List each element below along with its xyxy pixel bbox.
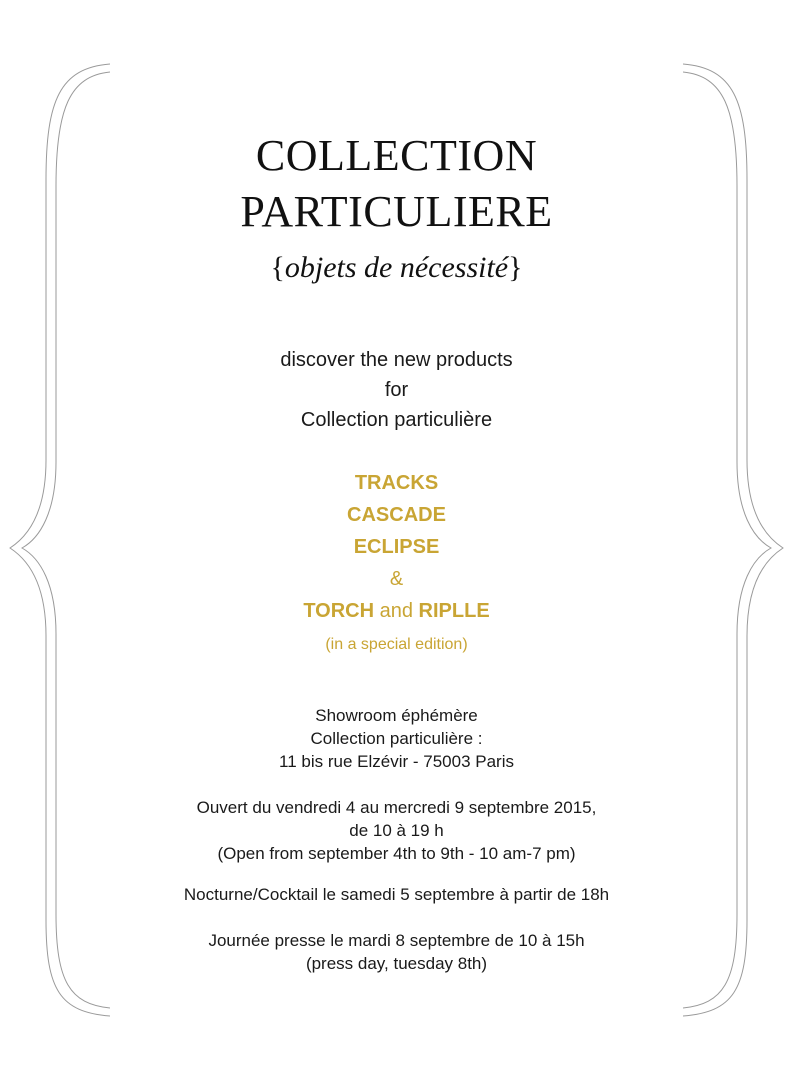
- product-ampersand: &: [389, 568, 404, 590]
- right-brace-inner-stroke: [683, 72, 771, 1008]
- opening-line-3: (Open from september 4th to 9th - 10 am-7 pm): [217, 844, 576, 863]
- intro-line-2: for: [384, 379, 409, 401]
- subtitle-close-brace: }: [508, 251, 523, 284]
- subtitle-text: objets de nécessité: [284, 251, 509, 284]
- product-and-word: and: [374, 600, 419, 622]
- press-line-1: Journée presse le mardi 8 septembre de 10 à 15h: [208, 931, 585, 950]
- title-line-2: PARTICULIERE: [240, 187, 553, 236]
- showroom-address: 11 bis rue Elzévir - 75003 Paris: [279, 752, 514, 771]
- product-tracks: TRACKS: [354, 472, 439, 494]
- intro-line-3: Collection particulière: [300, 409, 493, 431]
- left-brace-inner-stroke: [22, 72, 110, 1008]
- showroom-line-2: Collection particulière :: [310, 729, 483, 748]
- special-edition-note: (in a special edition): [325, 636, 468, 653]
- subtitle-open-brace: {: [270, 251, 285, 284]
- product-eclipse: ECLIPSE: [353, 536, 440, 558]
- right-brace-outer-stroke: [683, 64, 783, 1016]
- product-torch: TORCH: [303, 600, 375, 622]
- title-line-1: COLLECTION: [255, 131, 538, 180]
- right-curly-brace: [683, 60, 793, 1020]
- opening-line-2: de 10 à 19 h: [349, 821, 444, 840]
- nocturne-line: Nocturne/Cocktail le samedi 5 septembre à partir de 18h: [183, 885, 610, 904]
- press-line-2: (press day, tuesday 8th): [305, 954, 488, 973]
- opening-line-1: Ouvert du vendredi 4 au mercredi 9 septembre 2015,: [196, 798, 597, 817]
- product-riplle: RIPLLE: [418, 600, 490, 622]
- product-torch-and-riplle: [120, 596, 673, 626]
- left-curly-brace: [0, 60, 110, 1020]
- intro-line-1: discover the new products: [280, 349, 513, 371]
- product-cascade: CASCADE: [347, 504, 446, 526]
- left-brace-outer-stroke: [10, 64, 110, 1016]
- subtitle: [120, 248, 673, 288]
- showroom-line-1: Showroom éphémère: [315, 706, 478, 725]
